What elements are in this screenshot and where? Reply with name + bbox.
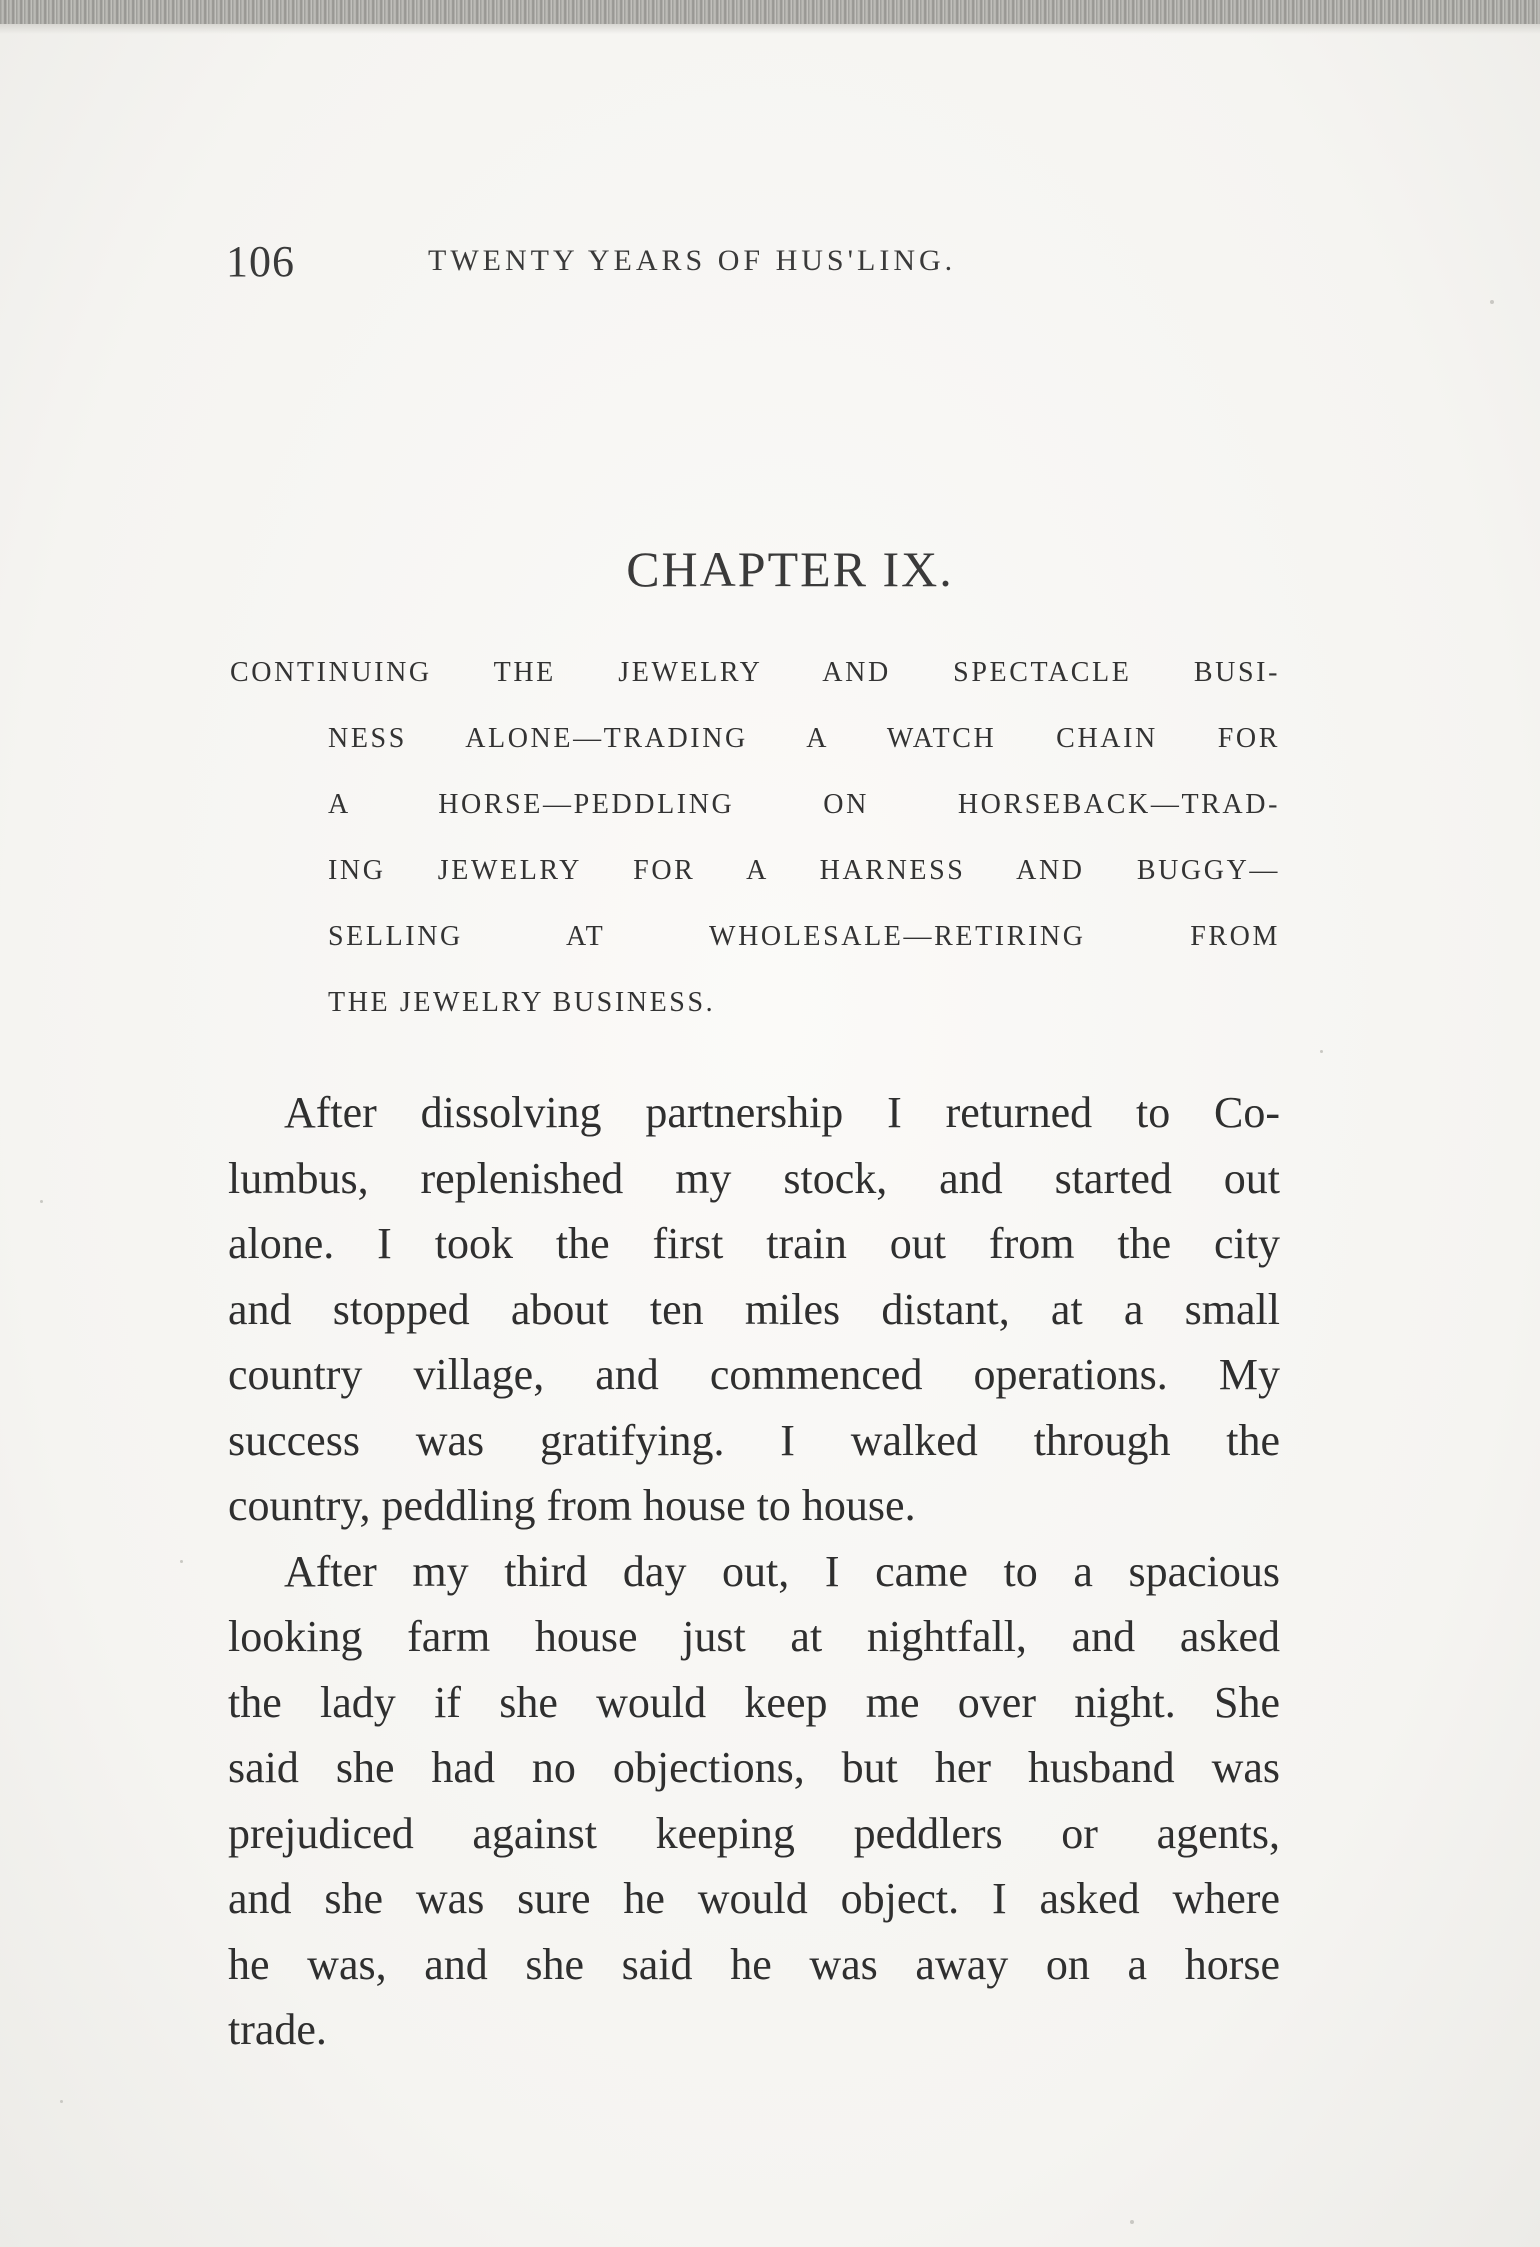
running-head — [226, 236, 1126, 296]
body-text — [228, 1080, 1280, 2063]
paragraph-2-line: said she had no objections, but her husband was — [228, 1743, 1280, 1792]
paragraph-2-line: he was, and she said he was away on a horse — [228, 1939, 1280, 1989]
page-number: 106 — [226, 237, 295, 286]
paragraph-1-line: After dissolving partnership I returned to Co- — [284, 1088, 1280, 1137]
synopsis-line: SELLING AT WHOLESALE—RETIRING FROM — [328, 921, 1280, 952]
paragraph-2-line: prejudiced against keeping peddlers or agents, — [228, 1808, 1280, 1858]
scan-top-edge — [0, 0, 1540, 24]
synopsis-line: A HORSE—PEDDLING ON HORSEBACK—TRAD- — [328, 789, 1280, 820]
paragraph-2-line: the lady if she would keep me over night. She — [228, 1677, 1280, 1727]
paragraph-1-line: lumbus, replenished my stock, and started out — [228, 1153, 1280, 1203]
paper-speckle — [1130, 2220, 1134, 2224]
paragraph-1-line: success was gratifying. I walked through the — [228, 1415, 1280, 1465]
paper-speckle — [1320, 1050, 1323, 1053]
paper-speckle — [180, 1560, 183, 1563]
paragraph-2-line: and she was sure he would object. I asked where — [228, 1874, 1280, 1923]
synopsis-line: THE JEWELRY BUSINESS. — [328, 987, 716, 1018]
scan-edge-shadow — [0, 24, 1540, 34]
running-title: TWENTY YEARS OF HUS'LING. — [428, 244, 957, 277]
synopsis-line: ING JEWELRY FOR A HARNESS AND BUGGY— — [328, 855, 1280, 886]
synopsis-line: NESS ALONE—TRADING A WATCH CHAIN FOR — [328, 723, 1280, 754]
paragraph-2-line: trade. — [228, 2005, 327, 2054]
paragraph-2-line: After my third day out, I came to a spacious — [284, 1546, 1280, 1596]
paper-speckle — [1490, 300, 1494, 304]
paper-speckle — [40, 1200, 43, 1203]
paragraph-1-line: country, peddling from house to house. — [228, 1481, 916, 1530]
paragraph-1-line: country village, and commenced operations. My — [228, 1350, 1280, 1399]
synopsis-line: CONTINUING THE JEWELRY AND SPECTACLE BUSI- — [230, 657, 1280, 688]
paper-speckle — [60, 2100, 63, 2103]
chapter-title: CHAPTER IX. — [626, 541, 954, 597]
paragraph-1-line: and stopped about ten miles distant, at a small — [228, 1284, 1280, 1334]
chapter-synopsis — [230, 640, 1280, 1036]
paragraph-2-line: looking farm house just at nightfall, and asked — [228, 1612, 1280, 1661]
paragraph-1-line: alone. I took the first train out from the city — [228, 1219, 1280, 1268]
